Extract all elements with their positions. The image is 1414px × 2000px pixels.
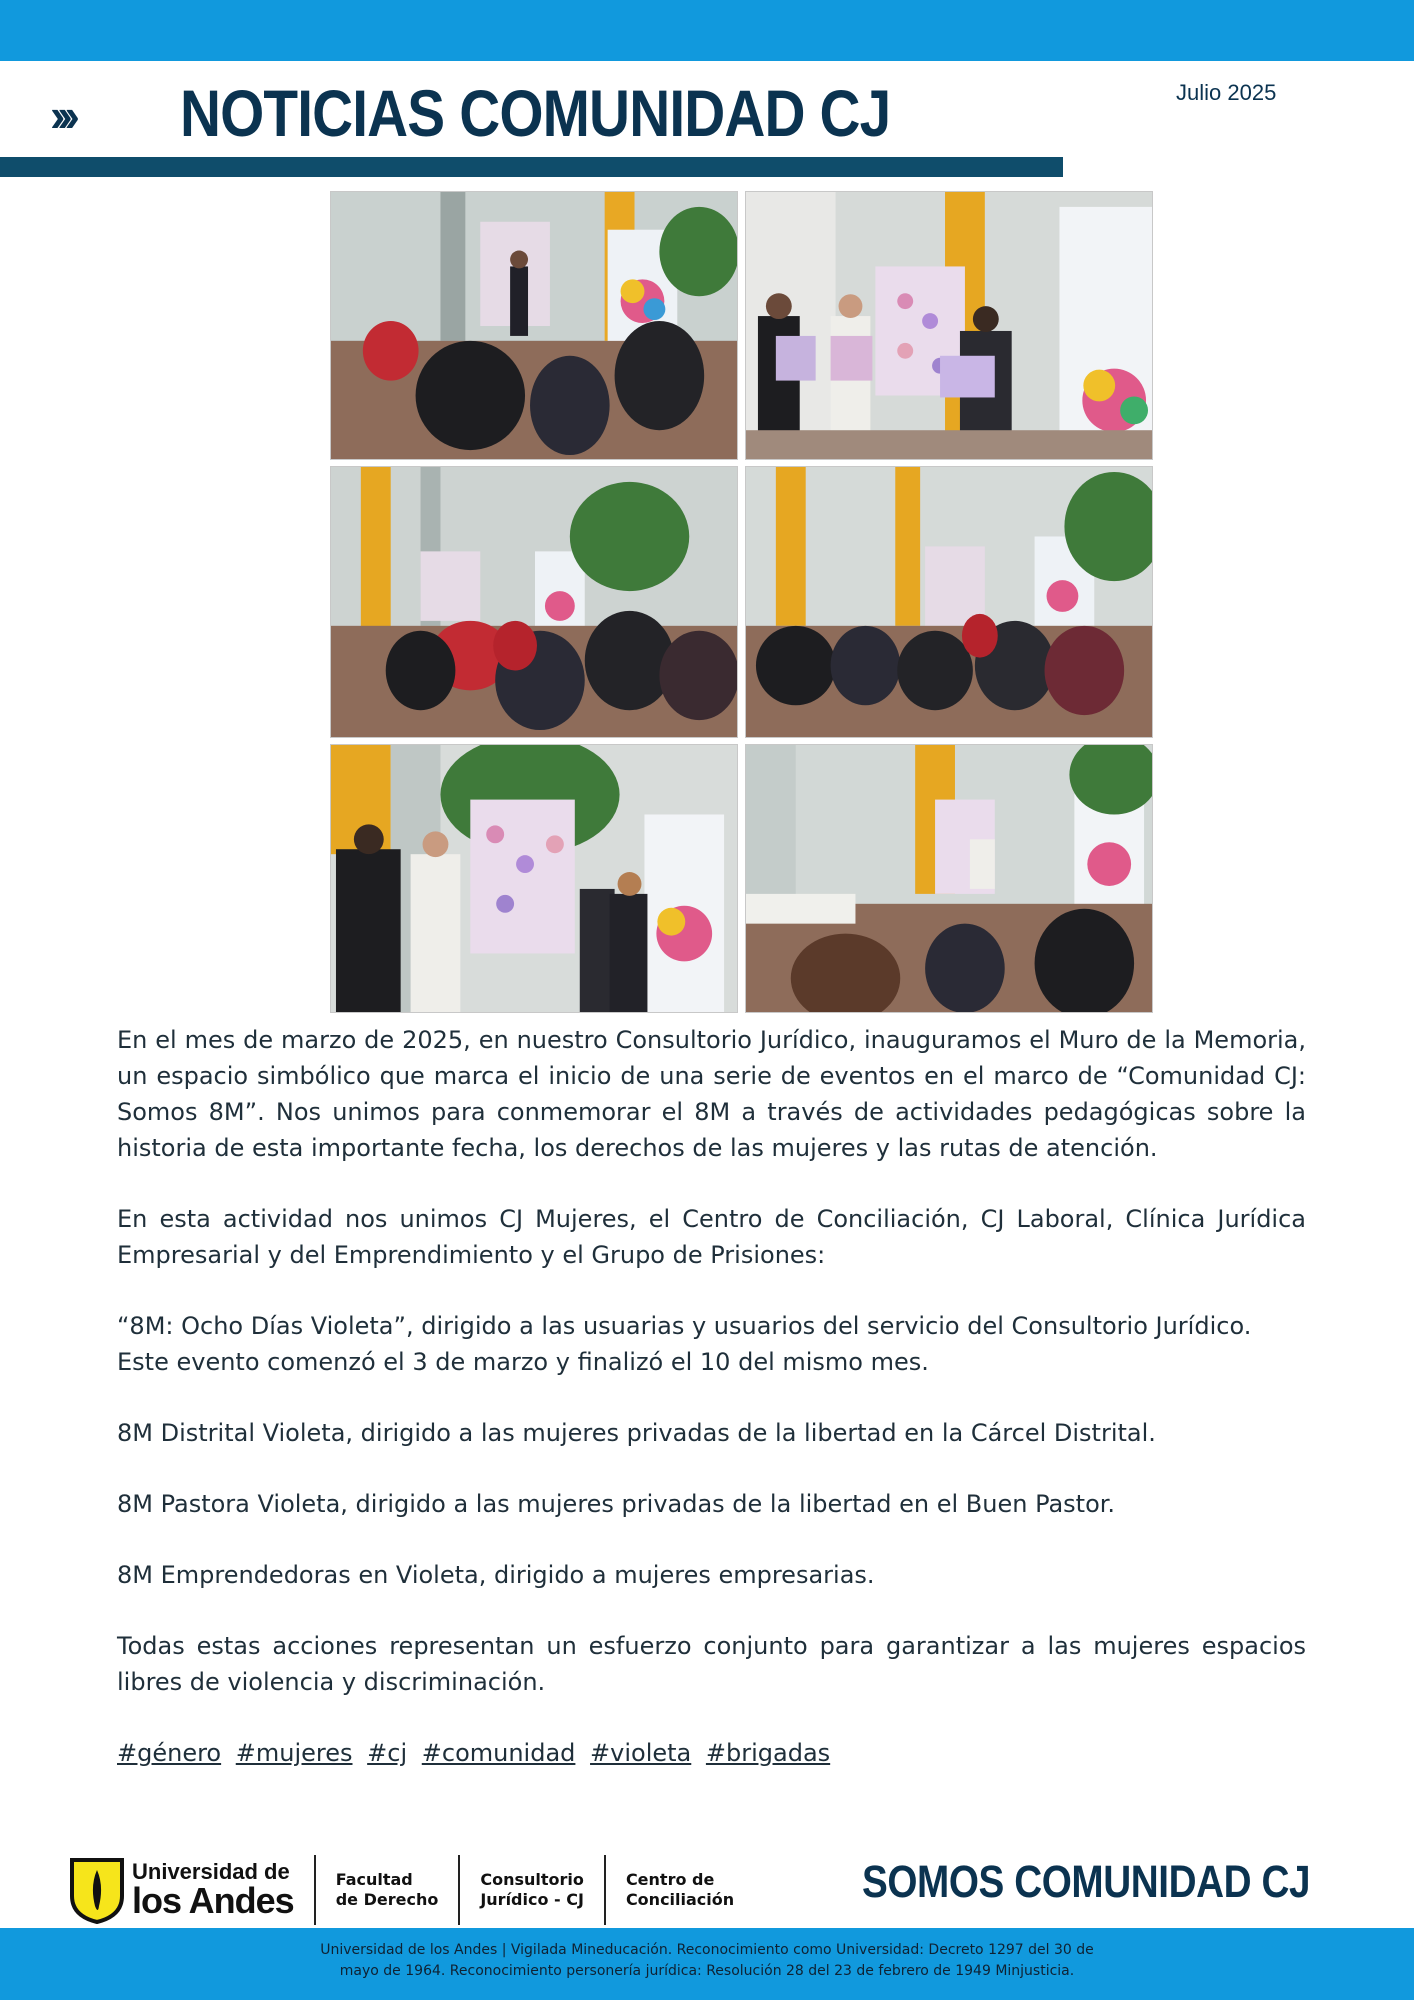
event-photo-1 (330, 191, 738, 460)
article-paragraph-5: 8M Pastora Violeta, dirigido a las mujeres privadas de la libertad en el Buen Pastor. (117, 1490, 1116, 1518)
dept-facultad: Facultad de Derecho (335, 1870, 439, 1909)
chevron-right-icon: ››› (50, 89, 72, 141)
legal-notice: Universidad de los Andes | Vigilada Mineducación. Reconocimiento como Universidad: Decreto 1297 del 30 de mayo de 1964. Reconocimiento personería jurídica: Resolución 28 del 23 de febrero de 1949 Minjusticia. (320, 1942, 1094, 1979)
footer-logos (68, 1852, 734, 1928)
article-paragraph-7: Todas estas acciones representan un esfuerzo conjunto para garantizar a las mujeres espacios libres de violencia y discriminación. (117, 1632, 1306, 1696)
logo-divider (604, 1855, 606, 1925)
article-paragraph-3: “8M: Ocho Días Violeta”, dirigido a las usuarias y usuarios del servicio del Consultorio Jurídico. Este evento comenzó el 3 de marzo y finalizó el 10 del mismo mes. (117, 1312, 1252, 1376)
logo-divider (314, 1855, 316, 1925)
issue-date: Julio 2025 (1176, 80, 1277, 105)
hashtag-link[interactable]: #mujeres (235, 1739, 353, 1767)
top-banner (0, 0, 1414, 61)
logo-divider (458, 1855, 460, 1925)
footer-slogan: SOMOS COMUNIDAD CJ (862, 1856, 1311, 1907)
hashtag-link[interactable]: #cj (367, 1739, 408, 1767)
photo-grid (330, 191, 1153, 1013)
article-paragraph-6: 8M Emprendedoras en Violeta, dirigido a mujeres empresarias. (117, 1561, 875, 1589)
hashtag-link[interactable]: #brigadas (705, 1739, 831, 1767)
university-shield-icon (68, 1856, 126, 1924)
hashtag-link[interactable]: #género (117, 1739, 222, 1767)
article-paragraph-4: 8M Distrital Violeta, dirigido a las mujeres privadas de la libertad en la Cárcel Distrital. (117, 1419, 1156, 1447)
university-name-line1: Universidad de (132, 1859, 290, 1884)
hashtag-link[interactable]: #comunidad (421, 1739, 576, 1767)
event-photo-2 (745, 191, 1153, 460)
title-underline (0, 157, 1063, 177)
event-photo-4 (745, 466, 1153, 738)
hashtag-link[interactable]: #violeta (590, 1739, 692, 1767)
event-photo-6 (745, 744, 1153, 1013)
event-photo-5 (330, 744, 738, 1013)
page-title: NOTICIAS COMUNIDAD CJ (180, 76, 891, 150)
dept-centro-conciliacion: Centro de Conciliación (625, 1870, 735, 1909)
university-name-line2: los Andes (132, 1880, 294, 1921)
article-body (117, 1022, 1306, 1806)
event-photo-3 (330, 466, 738, 738)
hashtag-list (117, 1735, 1306, 1771)
article-paragraph-1: En el mes de marzo de 2025, en nuestro Consultorio Jurídico, inauguramos el Muro de la Memoria, un espacio simbólico que marca el inicio de una serie de eventos en el marco de “Comunidad CJ: Somos 8M”. Nos unimos para conmemorar el 8M a través de actividades pedagógicas sobre la historia de esta importante fecha, los derechos de las mujeres y las rutas de atención. (117, 1026, 1306, 1162)
university-logo (68, 1856, 294, 1924)
dept-consultorio: Consultorio Jurídico - CJ (480, 1870, 584, 1909)
article-paragraph-2: En esta actividad nos unimos CJ Mujeres, el Centro de Conciliación, CJ Laboral, Clínica Jurídica Empresarial y del Emprendimiento y el Grupo de Prisiones: (117, 1205, 1306, 1269)
